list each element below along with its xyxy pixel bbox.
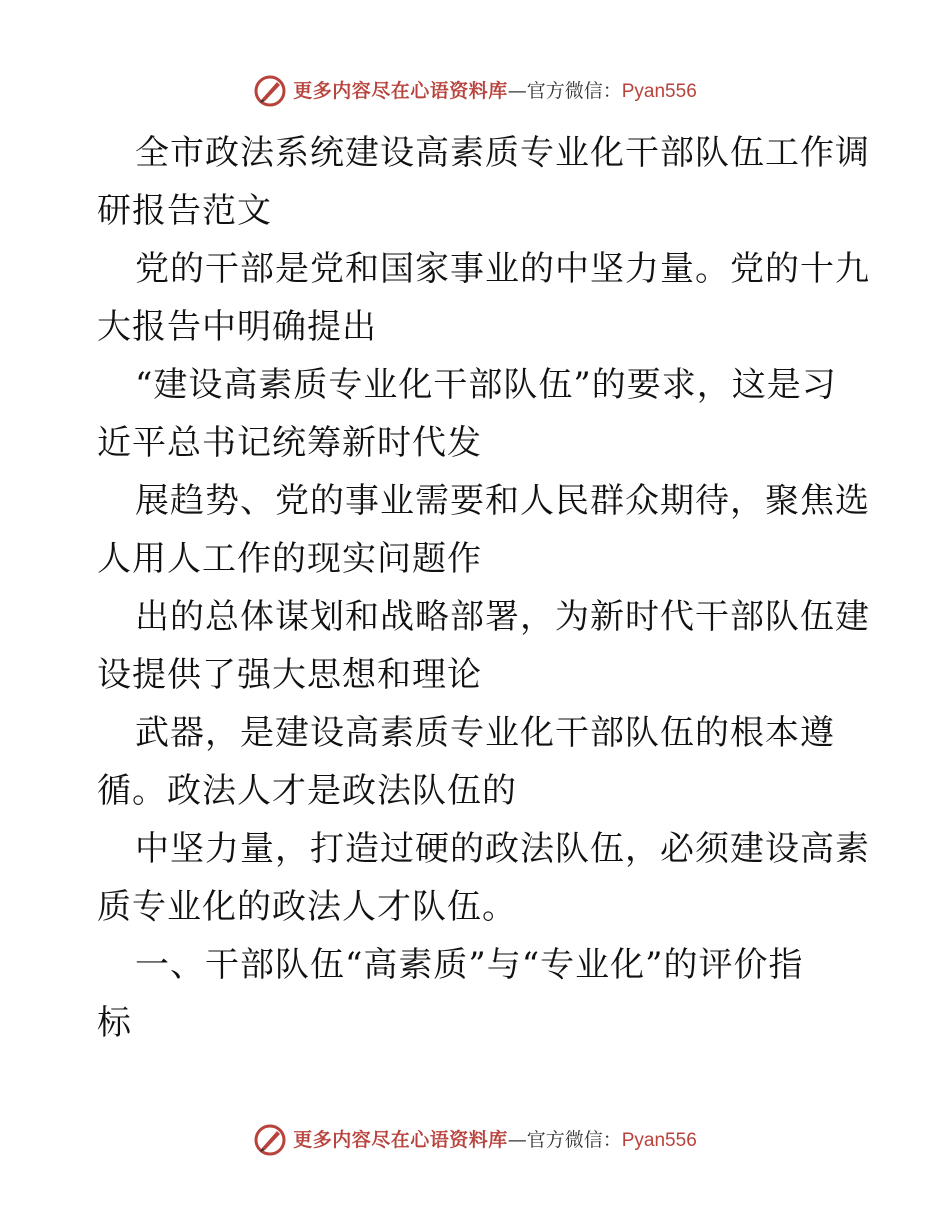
line: 大报告中明确提出: [97, 307, 377, 347]
document-body: [97, 124, 870, 1052]
paragraph: [97, 472, 870, 588]
line: 设提供了强大思想和理论: [97, 655, 482, 695]
paragraph: [97, 704, 857, 820]
line: 武器，是建设高素质专业化干部队伍的根本遵: [135, 713, 835, 753]
line: 展趋势、党的事业需要和人民群众期待，聚焦选: [135, 481, 870, 521]
line: 出的总体谋划和战略部署，为新时代干部队伍建: [135, 597, 870, 637]
quill-logo-icon: [253, 1123, 287, 1157]
watermark-text: [293, 79, 697, 102]
watermark-wechat-id: Pyan556: [621, 1129, 697, 1151]
line: 中坚力量，打造过硬的政法队伍，必须建设高素: [135, 829, 870, 869]
line: 一、干部队伍“高素质”与“专业化”的评价指: [135, 945, 804, 985]
section-heading: [97, 936, 857, 1052]
line: 人用人工作的现实问题作: [97, 539, 482, 579]
line: 研报告范文: [97, 191, 272, 231]
paragraph: [97, 820, 870, 936]
watermark-official: —官方微信：: [507, 1128, 622, 1151]
line: 全市政法系统建设高素质专业化干部队伍工作调: [135, 133, 870, 173]
quill-logo-icon: [253, 74, 287, 108]
watermark-official: —官方微信：: [507, 79, 622, 102]
line: 标: [97, 1003, 132, 1043]
paragraph: [97, 240, 870, 356]
watermark-brand: 更多内容尽在心语资料库: [293, 1128, 508, 1151]
watermark-wechat-id: Pyan556: [621, 80, 697, 102]
doc-title: [97, 124, 870, 240]
line: 质专业化的政法人才队伍。: [97, 887, 517, 927]
header-watermark: [0, 71, 950, 111]
line: 近平总书记统筹新时代发: [97, 423, 482, 463]
watermark-text: [293, 1128, 697, 1151]
watermark-brand: 更多内容尽在心语资料库: [293, 79, 508, 102]
footer-watermark: [0, 1120, 950, 1160]
line: “建设高素质专业化干部队伍”的要求，这是习: [135, 365, 837, 405]
paragraph: [97, 356, 857, 472]
paragraph: [97, 588, 870, 704]
line: 党的干部是党和国家事业的中坚力量。党的十九: [135, 249, 870, 289]
line: 循。政法人才是政法队伍的: [97, 771, 517, 811]
